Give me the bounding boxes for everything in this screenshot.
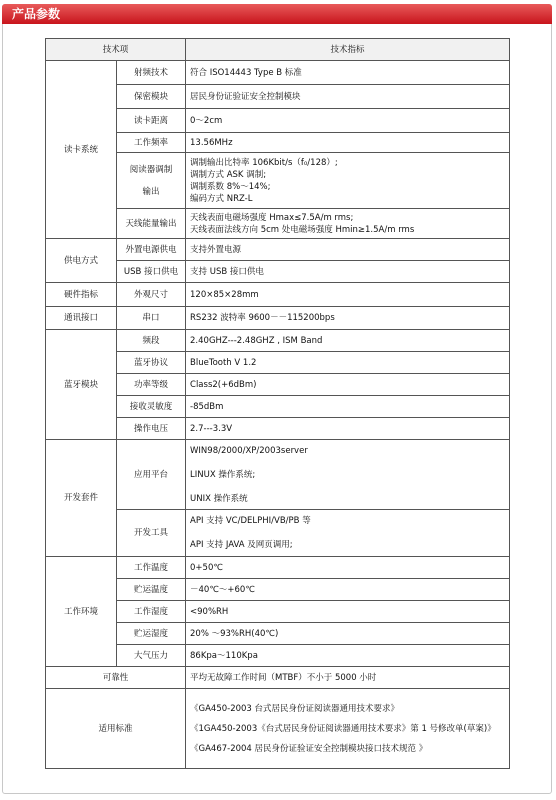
category-standards: 适用标准: [46, 689, 186, 769]
item-name: 开发工具: [117, 510, 186, 557]
item-name-line: 输出: [142, 186, 160, 197]
item-value: 0+50℃: [186, 557, 510, 579]
category-devkit: 开发套件: [46, 440, 117, 557]
section-header: [2, 4, 552, 24]
category-power: 供电方式: [46, 239, 117, 283]
item-name: 天线能量输出: [117, 209, 186, 239]
value-line: API 支持 JAVA 及网页调用;: [190, 540, 293, 550]
item-name: 接收灵敏度: [117, 396, 186, 418]
item-value: [186, 209, 510, 239]
item-name-line: 阅读器调制: [129, 164, 173, 175]
item-value: 支持外置电源: [186, 239, 510, 261]
item-name: 外观尺寸: [117, 283, 186, 307]
item-value: RS232 波特率 9600－－115200bps: [186, 307, 510, 330]
table-row: [46, 283, 510, 307]
item-name: 射频技术: [117, 61, 186, 85]
item-value: 13.56MHz: [186, 133, 510, 153]
item-name: USB 接口供电: [117, 261, 186, 283]
item-value: [186, 440, 510, 510]
value-line: 《GA467-2004 居民身份证验证安全控制模块接口技术规范 》: [190, 743, 428, 754]
table-row: [46, 440, 510, 510]
value-line: 调制系数 8%～14%;: [190, 181, 271, 192]
item-name: 外置电源供电: [117, 239, 186, 261]
value-line: UNIX 操作系统: [190, 493, 248, 504]
item-value: [186, 153, 510, 209]
section-title: 产品参数: [12, 7, 61, 21]
item-value: 0～2cm: [186, 109, 510, 133]
category-comm: 通讯接口: [46, 307, 117, 330]
item-value: －40℃～+60℃: [186, 579, 510, 601]
item-name: 保密模块: [117, 85, 186, 109]
item-name: 功率等级: [117, 374, 186, 396]
table-row: [46, 330, 510, 352]
item-name: 贮运温度: [117, 579, 186, 601]
item-value: [186, 689, 510, 769]
value-line: 天线表面法线方向 5cm 处电磁场强度 Hmin≥1.5A/m rms: [190, 224, 415, 235]
item-name: 工作温度: [117, 557, 186, 579]
col-header-spec: 技术指标: [186, 39, 510, 61]
item-value: <90%RH: [186, 601, 510, 623]
item-value: 20% ～93%RH(40℃): [186, 623, 510, 645]
table-header-row: [46, 39, 510, 61]
item-value: 120×85×28mm: [186, 283, 510, 307]
value-line: 调制方式 ASK 调制;: [190, 169, 267, 180]
item-value: Class2(+6dBm): [186, 374, 510, 396]
value-line: API 支持 VC/DELPHI/VB/PB 等: [190, 516, 311, 526]
item-value: -85dBm: [186, 396, 510, 418]
category-environment: 工作环境: [46, 557, 117, 667]
value-line: 天线表面电磁场强度 Hmax≤7.5A/m rms;: [190, 212, 354, 223]
table-row: [46, 689, 510, 769]
value-line: WIN98/2000/XP/2003server: [190, 445, 308, 456]
table-row: [46, 667, 510, 689]
item-value: 2.7---3.3V: [186, 418, 510, 440]
value-line: LINUX 操作系统;: [190, 469, 256, 480]
value-line: 《1GA450-2003《台式居民身份证阅读器通用技术要求》第 1 号修改单(草案)》: [190, 723, 496, 734]
table-row: [46, 61, 510, 85]
item-name: 应用平台: [117, 440, 186, 510]
item-name: 蓝牙协议: [117, 352, 186, 374]
category-bluetooth: 蓝牙模块: [46, 330, 117, 440]
item-name: 大气压力: [117, 645, 186, 667]
value-line: 《GA450-2003 台式居民身份证阅读器通用技术要求》: [190, 703, 400, 714]
item-value: [186, 510, 510, 557]
category-reliability: 可靠性: [46, 667, 186, 689]
item-name: 工作湿度: [117, 601, 186, 623]
item-value: 居民身份证验证安全控制模块: [186, 85, 510, 109]
category-hardware: 硬件指标: [46, 283, 117, 307]
item-value: 2.40GHZ---2.48GHZ , ISM Band: [186, 330, 510, 352]
item-value: 平均无故障工作时间（MTBF）不小于 5000 小时: [186, 667, 510, 689]
value-line: 调制输出比特率 106Kbit/s（f₀/128）;: [190, 157, 338, 168]
item-name: 串口: [117, 307, 186, 330]
item-value: 86Kpa～110Kpa: [186, 645, 510, 667]
item-name: 贮运湿度: [117, 623, 186, 645]
item-name: 频段: [117, 330, 186, 352]
table-row: [46, 557, 510, 579]
item-name: 工作频率: [117, 133, 186, 153]
spec-table: [45, 38, 510, 769]
item-value: 符合 ISO14443 Type B 标准: [186, 61, 510, 85]
item-value: BlueTooth V 1.2: [186, 352, 510, 374]
value-line: 编码方式 NRZ-L: [190, 193, 253, 204]
item-name: 读卡距离: [117, 109, 186, 133]
item-name: 操作电压: [117, 418, 186, 440]
col-header-item: 技术项: [46, 39, 186, 61]
item-value: 支持 USB 接口供电: [186, 261, 510, 283]
table-row: [46, 239, 510, 261]
category-reader: 读卡系统: [46, 61, 117, 239]
item-name: [117, 153, 186, 209]
table-row: [46, 307, 510, 330]
